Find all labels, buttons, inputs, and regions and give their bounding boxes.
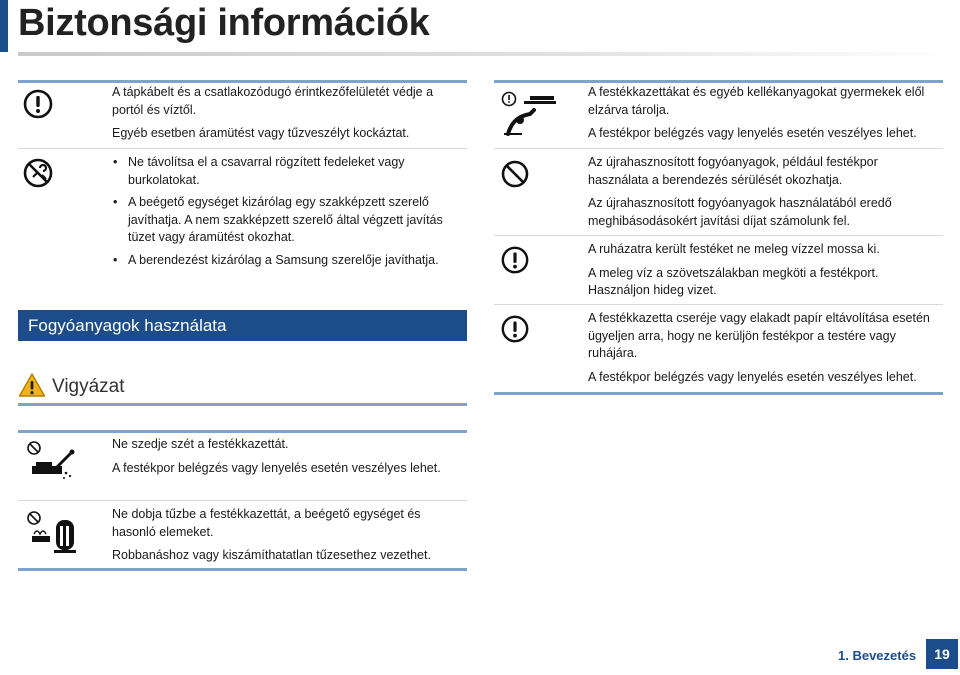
no-burning-icon — [26, 510, 78, 556]
bullet-list — [112, 154, 462, 269]
row-divider — [494, 304, 943, 305]
exclamation-circle-icon — [500, 245, 530, 275]
row-line: A festékpor belégzés vagy lenyelés esetén veszélyes lehet. — [112, 460, 441, 475]
row-text — [112, 436, 462, 483]
list-item: • A beégető egységet kizárólag egy szakképzett szerelő javíthatja. A nem szakképzett szerelő által végzett javítás tüzet vagy áramütést okozhat. — [112, 194, 462, 247]
row-text — [112, 506, 457, 571]
footer-chapter-link[interactable]: 1. Bevezetés — [838, 648, 917, 663]
row-text — [588, 154, 938, 236]
keep-from-children-icon — [500, 90, 560, 136]
row-text — [588, 310, 943, 392]
caution-label: Vigyázat — [52, 376, 125, 397]
caution-rule — [18, 403, 467, 406]
table-bottom-rule — [18, 568, 467, 571]
row-divider — [18, 148, 467, 149]
no-disassembly-icon — [22, 157, 54, 189]
table-top-rule — [494, 80, 943, 83]
list-item: • Ne távolítsa el a csavarral rögzített fedeleket vagy burkolatokat. — [112, 154, 462, 189]
title-accent-bar — [0, 0, 8, 52]
list-item: • A berendezést kizárólag a Samsung szerelője javíthatja. — [112, 252, 462, 270]
table-bottom-rule — [494, 392, 943, 395]
row-line: A festékkazettákat és egyéb kellékanyagokat gyermekek elől elzárva tárolja. — [588, 85, 925, 117]
row-line: A festékpor belégzés vagy lenyelés esetén veszélyes lehet. — [588, 369, 917, 384]
title-underline — [18, 52, 953, 56]
row-divider — [494, 235, 943, 236]
row-line: A festékpor belégzés vagy lenyelés esetén veszélyes lehet. — [588, 126, 917, 140]
exclamation-circle-icon — [500, 314, 530, 344]
row-text — [112, 84, 457, 149]
row-bullets — [112, 154, 462, 274]
row-line: A meleg víz a szövetszálakban megköti a festékport. Használjon hideg vizet. — [588, 265, 879, 297]
row-line: Ne szedje szét a festékkazettát. — [112, 437, 289, 451]
row-line: Az újrahasznosított fogyóanyagok használatából eredő meghibásodásokért javítási díjat számolunk fel. — [588, 196, 892, 228]
row-line: A festékkazetta cseréje vagy elakadt papír eltávolítása esetén ügyeljen arra, hogy ne kerüljön festékpor a testére vagy ruhájára. — [588, 311, 930, 360]
row-text — [588, 84, 943, 149]
row-line: A tápkábelt és a csatlakozódugó érintkezőfelületét védje a portól és víztől. — [112, 85, 434, 117]
table-top-rule — [18, 430, 467, 433]
row-line: Egyéb esetben áramütést vagy tűzveszélyt kockáztat. — [112, 126, 410, 140]
prohibited-icon — [500, 159, 530, 189]
row-line: Robbanáshoz vagy kiszámíthatatlan tűzesethez vezethet. — [112, 548, 431, 562]
row-line: Ne dobja tűzbe a festékkazettát, a beégető egységet és hasonló elemeket. — [112, 507, 421, 539]
exclamation-circle-icon — [22, 88, 54, 120]
no-disassemble-cartridge-icon — [26, 440, 78, 482]
table-top-rule — [18, 80, 467, 83]
section-heading: Fogyóanyagok használata — [18, 310, 467, 341]
page-title: Biztonsági információk — [18, 2, 430, 44]
row-divider — [18, 500, 467, 501]
row-line: A ruházatra került festéket ne meleg vízzel mossa ki. — [588, 242, 880, 256]
page-number: 19 — [926, 639, 958, 669]
row-line: Az újrahasznosított fogyóanyagok, például festékpor használata a berendezés sérülését okozhatja. — [588, 155, 878, 187]
row-divider — [494, 148, 943, 149]
row-text — [588, 241, 938, 306]
warning-triangle-icon — [18, 372, 46, 398]
